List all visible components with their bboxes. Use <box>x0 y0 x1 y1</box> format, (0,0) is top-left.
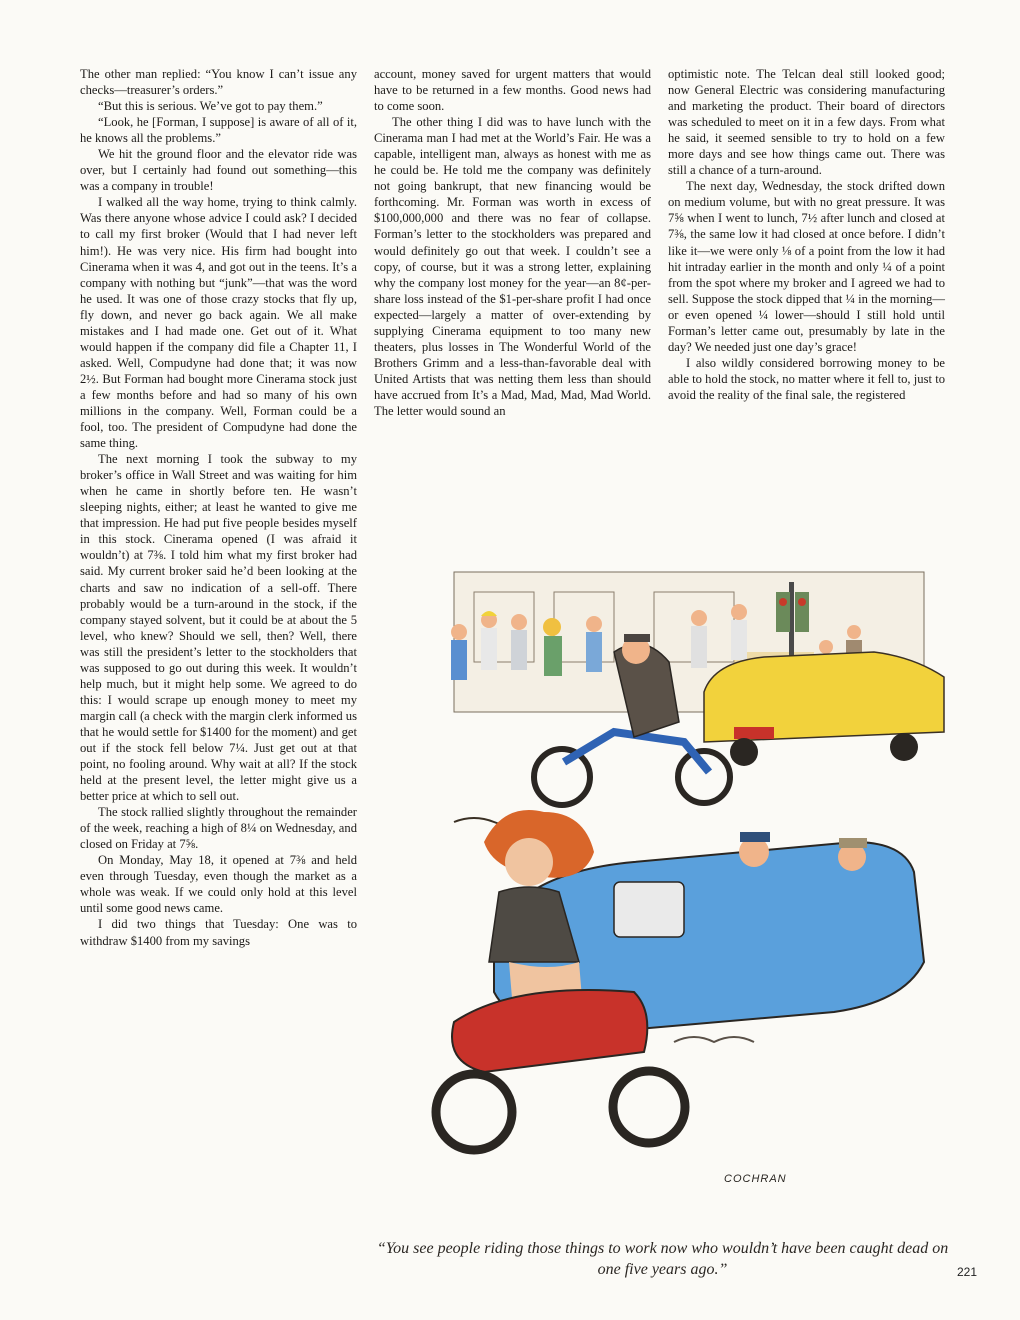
paragraph: The next day, Wednesday, the stock drifted down on medium volume, but with no great pressure. It was 7⅝ when I went to lunch, 7½ after lunch and closed at 7⅜, the same low it had closed at once before. I didn’t like it—we were only ⅛ of a point from the low it had hit intraday earlier in the month and only ¼ of a point from the spot where my broker and I agreed we had to sell. Suppose the stock dipped that ¼ in the morning—or even opened ¼ lower—should I still hold until Forman’s letter came out, presumably by late in the day? We needed just one day’s grace! <box>668 179 945 354</box>
paragraph: I walked all the way home, trying to think calmly. Was there anyone whose advice I could ask? I decided to call my first broker (Would that I had never left him!). He was very nice. His firm had bought into Cinerama when it was 4, and got out in the teens. It’s a company with nothing but “junk”—that was the word he used. It was one of those crazy stocks that fly up, fly down, and never go back again. We all make mistakes and I had made one. Get out of it. What would happen if the company did file a Chapter 11, I asked. Well, Compudyne had done that; it was now 2½. But Forman had bought more Cinerama stock just a few months before and had so many of his own millions in the company. Well, Forman could be a fool, too. The president of Compudyne had done the same thing. <box>80 195 357 451</box>
paragraph: I did two things that Tuesday: One was to withdraw $1400 from my savings <box>80 917 357 948</box>
yellow-car <box>704 652 944 766</box>
paragraph: The stock rallied slightly throughout the remainder of the week, reaching a high of 8¼ on Wednesday, and closed on Friday at 7⅝. <box>80 805 357 852</box>
paragraph: account, money saved for urgent matters that would have to be returned in a few months. Good news had to come soon. <box>374 67 651 114</box>
paragraph: The next morning I took the subway to my broker’s office in Wall Street and was waiting for him when he came in shortly before ten. He wasn’t sleeping nights, either; at least he wanted to give me that impression. He had put five people besides myself in this stock. Cinerama opened (I was afraid it wouldn’t) at 7⅜. I told him what my first broker had said. My current broker said he’d been looking at the charts and saw no indication of a sell-off. There probably would be a turn-around in the stock, if the company stayed solvent, but it could be at about the 5 level, who knew? Should we sell, then? Well, there was still the president’s letter to the stockholders that was supposed to go out during this week. It wouldn’t help much, but it might help some. We agreed to do this: I would scrape up enough money to meet my margin call (a check with the margin clerk informed us that he would settle for $1400 for the moment) and get out if the stock fell below 7¼. Just get out at that point, no fooling around. Why wait at all? If the stock held at the present level, the letter might give us a better price at which to sell out. <box>80 452 357 804</box>
cartoon-caption: “You see people riding those things to work now who wouldn’t have been caught dead on one five years ago.” <box>376 1240 949 1278</box>
artist-signature: COCHRAN <box>724 1173 787 1185</box>
paragraph: On Monday, May 18, it opened at 7⅜ and held even through Tuesday, even though the market as a whole was weak. If we could only hold at this level until some good news came. <box>80 853 357 916</box>
paragraph: The other man replied: “You know I can’t issue any checks—treasurer’s orders.” <box>80 67 357 98</box>
page-number: 221 <box>957 1265 978 1279</box>
paragraph: optimistic note. The Telcan deal still looked good; now General Electric was considering manufacturing and marketing the product. Their board of directors was scheduled to meet on it in a few days. From what he said, it seemed sensible to try to hold on a few more days and see how things came out. There was still a chance of a turn-around. <box>668 67 945 178</box>
cartoon-illustration <box>414 552 954 1237</box>
text-column-1 <box>80 66 357 949</box>
paragraph: The other thing I did was to have lunch with the Cinerama man I had met at the World’s Fair. He was a capable, intelligent man, always as honest with me as he could be. He told me the company was definitely not going bankrupt, that new financing would be forthcoming. Mr. Forman was worth in excess of $100,000,000 and there was no fear of collapse. Forman’s letter to the stockholders was prepared and would definitely go out that week. I couldn’t see a copy, of course, but it was a strong letter, explaining why the company lost money for the year—an 8¢-per-share loss instead of the $1-per-share profit I had once expected—largely a matter of over-extending by supplying Cinerama equipment to too many new theaters, plus losses in The Wonderful World of the Brothers Grimm and a less-than-favorable deal with United Artists that was netting them less than should have accrued from It’s a Mad, Mad, Mad, Mad World. The letter would sound an <box>374 115 651 418</box>
text-column-2 <box>374 66 651 419</box>
paragraph: “But this is serious. We’ve got to pay them.” <box>98 99 323 114</box>
paragraph: “Look, he [Forman, I suppose] is aware of all of it, he knows all the problems.” <box>80 115 357 146</box>
paragraph: We hit the ground floor and the elevator ride was over, but I certainly had found out something—this was a company in trouble! <box>80 147 357 194</box>
exhaust-puffs <box>674 1037 754 1042</box>
paragraph: I also wildly considered borrowing money to be able to hold the stock, no matter where it fell to, just to avoid the reality of the final sale, the registered <box>668 355 945 402</box>
text-column-3 <box>668 66 945 403</box>
